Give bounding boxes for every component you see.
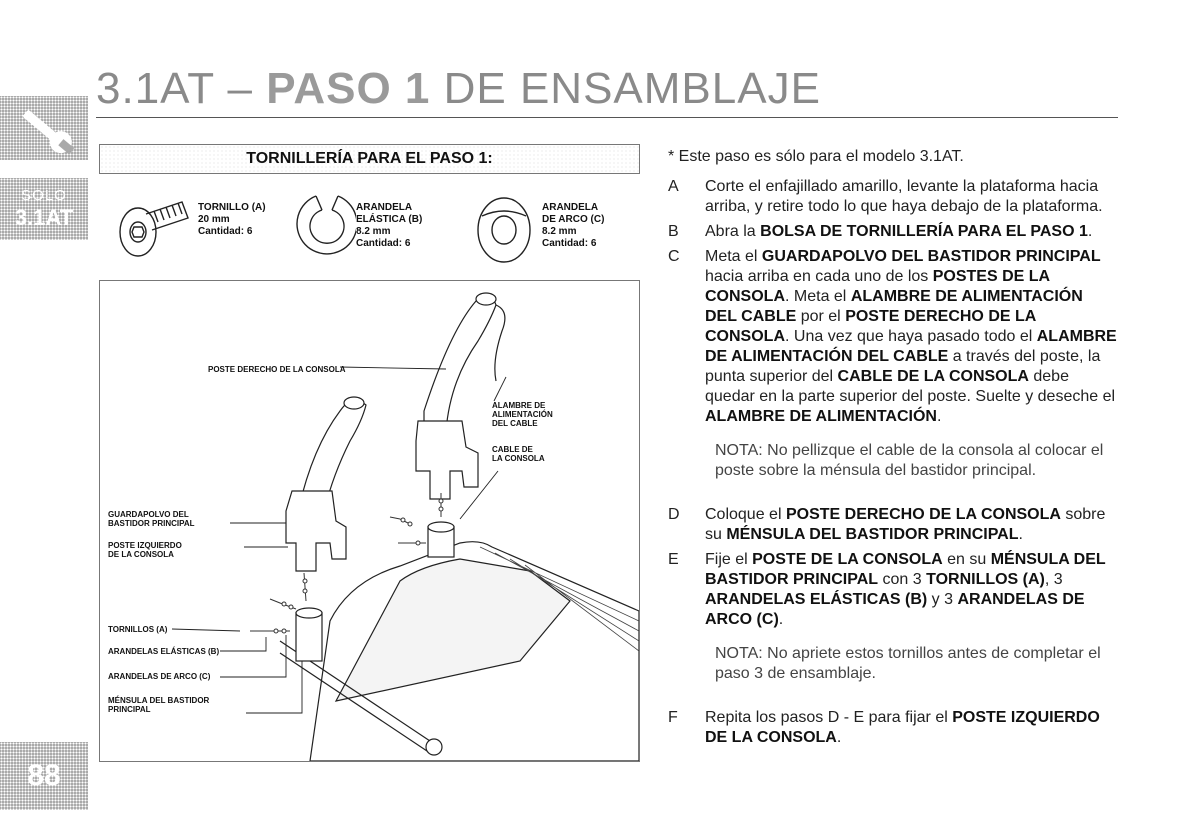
label-screws: TORNILLOS (A) [108,625,168,634]
step-text: . [1087,223,1093,240]
step-bold: TORNILLOS (A) [926,571,1045,588]
step-text: . [1018,526,1023,543]
arc-washer-qty: Cantidad: 6 [542,238,597,249]
label-right-post: POSTE DERECHO DE LA CONSOLA [208,365,346,374]
step-text: sobre su [705,506,1106,543]
step-bold: POSTE DERECHO DE LA CONSOLA [705,308,1036,345]
spring-washer-name2: ELÁSTICA (B) [356,214,423,225]
label-console-cable [492,445,545,463]
step-text: y 3 [927,591,958,608]
step-text: debe quedar en la parte superior del poste. Suelte y deseche el [705,368,1116,405]
step-bold: ALAMBRE DE ALIMENTACIÓN [705,408,937,425]
step-text: Fije el [705,551,753,568]
label-spring-washers: ARANDELAS ELÁSTICAS (B) [108,647,220,656]
arc-washer-icon [474,188,534,268]
screw-icon [112,188,192,268]
label-bracket-2: PRINCIPAL [108,705,151,714]
hardware-part-screw [112,188,282,268]
step-letter: D [668,506,680,523]
hardware-header-text: TORNILLERÍA PARA EL PASO 1: [246,150,493,167]
screw-qty: Cantidad: 6 [198,226,253,237]
step-letter: F [668,709,678,726]
step-letter: E [668,551,679,568]
model-note: * Este paso es sólo para el modelo 3.1AT. [668,148,964,165]
wrench-icon [0,96,88,160]
step-d [668,505,1118,545]
label-boot-2: BASTIDOR PRINCIPAL [108,519,195,528]
label-console-cable-2: LA CONSOLA [492,454,545,463]
label-bracket-1: MÉNSULA DEL BASTIDOR [108,696,210,705]
hardware-part-spring-washer [296,188,476,268]
label-arc-washers: ARANDELAS DE ARCO (C) [108,672,211,681]
step-text: en su [942,551,991,568]
spring-washer-name: ARANDELA [356,202,413,213]
main-frame-bracket [296,613,322,661]
label-left-post [108,541,182,559]
label-boot-1: GUARDAPOLVO DEL [108,510,189,519]
step-bold: MÉNSULA DEL BASTIDOR PRINCIPAL [705,551,1106,588]
step-text: hacia arriba en cada uno de los [705,268,933,285]
step-text: Coloque el [705,506,786,523]
step-text: con 3 [878,571,927,588]
step-letter: C [668,248,680,265]
step-c [668,247,1118,427]
step-bold: POSTE DERECHO DE LA CONSOLA [785,506,1061,523]
model-tab [0,178,88,240]
step-bold: ARANDELAS DE ARCO (C) [705,591,1085,628]
step-text: . [778,611,784,628]
label-console-cable-1: CABLE DE [492,445,533,454]
label-power-wire-1: ALAMBRE DE [492,401,546,410]
step-text: Corte el enfajillado amarillo, levante la plataforma hacia arriba, y retire todo lo que haya debajo de la plataforma. [705,178,1103,215]
step-bold: GUARDAPOLVO DEL BASTIDOR PRINCIPAL [761,248,1101,265]
step-bold: CABLE DE LA CONSOLA [837,368,1029,385]
label-power-wire-2: ALIMENTACIÓN [492,410,553,419]
spring-washer-icon [296,188,356,268]
step-bold: BOLSA DE TORNILLERÍA PARA EL PASO 1 [760,223,1088,240]
step-letter: A [668,178,679,195]
screw-name: TORNILLO (A) [198,202,266,213]
step-bold: MÉNSULA DEL BASTIDOR PRINCIPAL [726,526,1019,543]
step-text: a través del poste, la punta superior del [705,348,1101,385]
tool-tab [0,96,88,160]
step-bold: ARANDELAS ELÁSTICAS (B) [705,591,928,608]
step-bold: POSTE IZQUIERDO DE LA CONSOLA [705,709,1100,746]
title-suffix: DE ENSAMBLAJE [430,64,821,113]
hardware-header [99,144,640,174]
title-prefix: 3.1AT – [96,64,267,113]
step-a [668,177,1118,217]
hardware-part-arc-washer [474,188,644,268]
arc-washer-size: 8.2 mm [542,226,577,237]
instructions [668,147,1118,753]
model-label: 3.1AT [14,205,74,230]
label-left-post-2: DE LA CONSOLA [108,550,174,559]
step-text: Meta el [705,248,762,265]
step-text: . [836,729,842,746]
label-power-wire [492,401,553,428]
step-text: . Una vez que haya pasado todo el [785,328,1037,345]
step-bold: ALAMBRE DE ALIMENTACIÓN DEL CABLE [705,288,1083,325]
step-b [668,222,1118,242]
step-text: . [936,408,942,425]
step-f [668,708,1118,748]
solo-label: SOLO [21,187,67,204]
spring-washer-size: 8.2 mm [356,226,391,237]
title-step: PASO 1 [266,64,431,113]
assembly-diagram [99,280,640,762]
right-console-post [424,295,496,431]
step-text: . Meta el [785,288,851,305]
screw-size: 20 mm [198,214,230,225]
page-title [96,64,821,114]
page-number: 88 [0,742,88,810]
step-bold: POSTES DE LA CONSOLA [705,268,1050,305]
label-boot [108,510,195,528]
step-e [668,550,1118,630]
spring-washer-qty: Cantidad: 6 [356,238,411,249]
label-power-wire-3: DEL CABLE [492,419,538,428]
step-text: , 3 [1044,571,1063,588]
arc-washer-name2: DE ARCO (C) [542,214,605,225]
label-left-post-1: POSTE IZQUIERDO [108,541,182,550]
step-letter: B [668,223,679,240]
step-text: por el [796,308,846,325]
step-text: Abra la [705,223,761,240]
title-rule [96,117,1118,118]
note-tighten: NOTA: No apriete estos tornillos antes de completar el paso 3 de ensamblaje. [705,640,1118,690]
label-bracket [108,696,209,714]
arc-washer-name: ARANDELA [542,202,599,213]
note-pinch: NOTA: No pellizque el cable de la consola al colocar el poste sobre la ménsula del bastidor principal. [705,437,1118,487]
step-bold: ALAMBRE DE ALIMENTACIÓN DEL CABLE [705,328,1117,365]
step-bold: POSTE DE LA CONSOLA [752,551,943,568]
step-text: Repita los pasos D - E para fijar el [705,709,953,726]
